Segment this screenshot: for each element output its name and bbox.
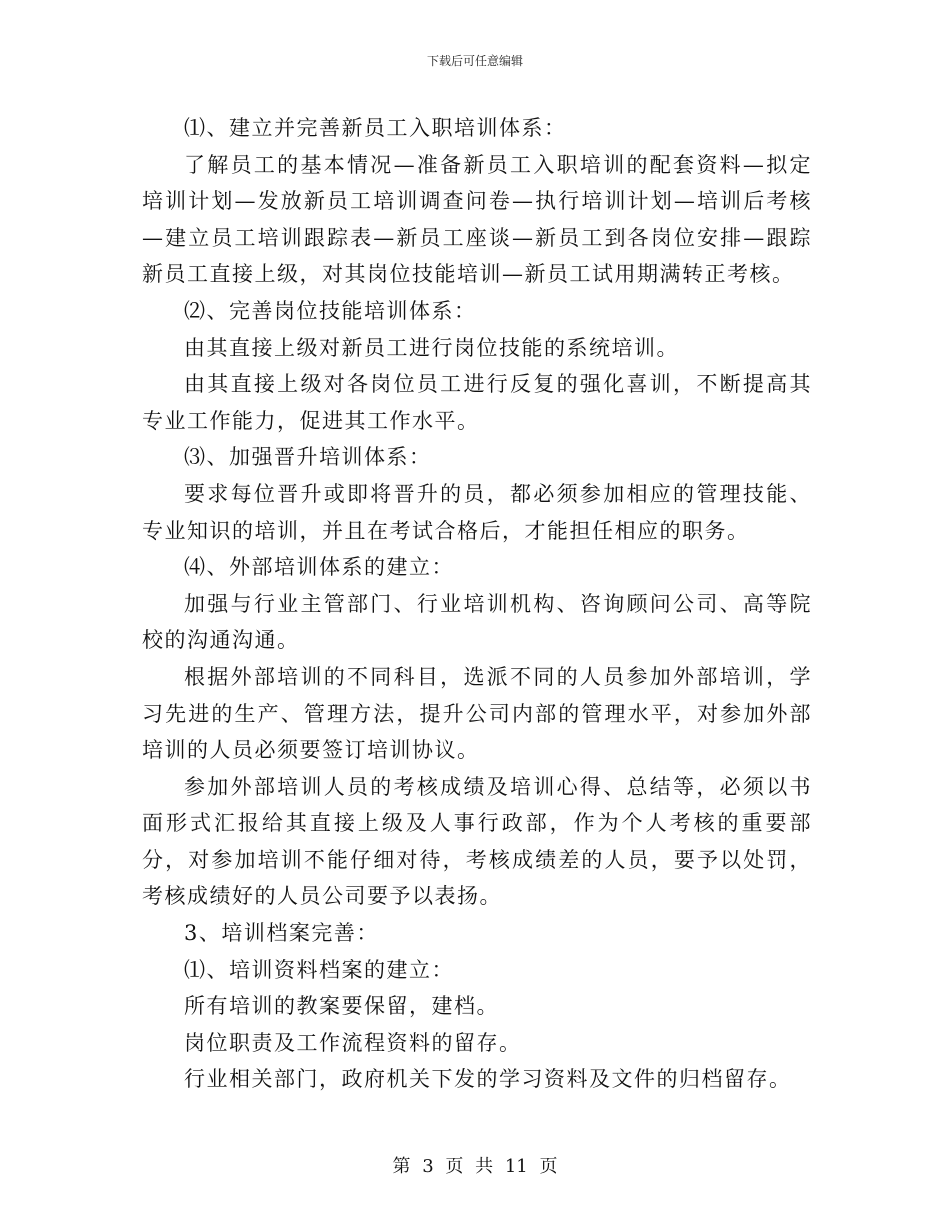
paragraph-7: 要求每位晋升或即将晋升的员，都必须参加相应的管理技能、专业知识的培训，并且在考试合格后，才能担任相应的职务。 — [142, 481, 812, 543]
paragraph-9: 加强与行业主管部门、行业培训机构、咨询顾问公司、高等院校的沟通沟通。 — [142, 591, 812, 653]
paragraph-10: 根据外部培训的不同科目，选派不同的人员参加外部培训，学习先进的生产、管理方法，提升公司内部的管理水平，对参加外部培训的人员必须要签订培训协议。 — [142, 664, 812, 763]
page-header: 下载后可任意编辑 — [426, 54, 523, 68]
paragraph-14: 所有培训的教案要保留，建档。 — [184, 994, 499, 1019]
page-number: 第 3 页 共 11 页 — [392, 1156, 558, 1177]
paragraph-13: ⑴、培训资料档案的建立： — [184, 957, 454, 982]
paragraph-12: 3、培训档案完善： — [184, 921, 379, 946]
paragraph-11: 参加外部培训人员的考核成绩及培训心得、总结等，必须以书面形式汇报给其直接上级及人事行政部，作为个人考核的重要部分，对参加培训不能仔细对待，考核成绩差的人员，要予以处罚，考核成绩好的人员公司要予以表扬。 — [142, 774, 812, 909]
paragraph-6: ⑶、加强晋升培训体系： — [184, 445, 432, 470]
paragraph-8: ⑷、外部培训体系的建立： — [184, 555, 454, 580]
paragraph-2: 了解员工的基本情况—准备新员工入职培训的配套资料—拟定培训计划—发放新员工培训调查问卷—执行培训计划—培训后考核—建立员工培训跟踪表—新员工座谈—新员工到各岗位安排—跟踪新员工直接上级，对其岗位技能培训—新员工试用期满转正考核。 — [142, 152, 812, 287]
paragraph-1: ⑴、建立并完善新员工入职培训体系： — [184, 116, 567, 140]
paragraph-3: ⑵、完善岗位技能培训体系： — [184, 298, 477, 323]
document-body — [142, 110, 812, 1098]
paragraph-15: 岗位职责及工作流程资料的留存。 — [184, 1030, 522, 1055]
paragraph-16: 行业相关部门，政府机关下发的学习资料及文件的归档留存。 — [184, 1067, 792, 1092]
paragraph-5: 由其直接上级对各岗位员工进行反复的强化喜训，不断提高其专业工作能力，促进其工作水平。 — [142, 372, 812, 433]
paragraph-4: 由其直接上级对新员工进行岗位技能的系统培训。 — [184, 335, 679, 360]
